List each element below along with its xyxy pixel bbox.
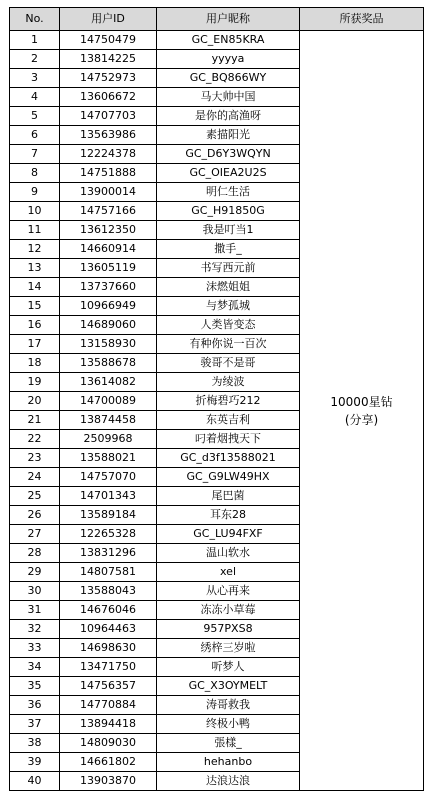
row-nickname: 东英吉利: [157, 411, 300, 430]
row-nickname: 从心再来: [157, 582, 300, 601]
row-nickname: 素描阳光: [157, 126, 300, 145]
row-user-id: 14698630: [60, 639, 157, 658]
row-nickname: 温山软水: [157, 544, 300, 563]
row-nickname: 明仁生活: [157, 183, 300, 202]
row-no: 40: [10, 772, 60, 791]
row-nickname: GC_EN85KRA: [157, 31, 300, 50]
row-user-id: 13614082: [60, 373, 157, 392]
row-no: 16: [10, 316, 60, 335]
row-nickname: 与梦孤城: [157, 297, 300, 316]
row-nickname: 沫燃姐姐: [157, 278, 300, 297]
row-user-id: 13831296: [60, 544, 157, 563]
row-user-id: 14757070: [60, 468, 157, 487]
row-nickname: 張樣_: [157, 734, 300, 753]
row-no: 23: [10, 449, 60, 468]
row-nickname: GC_BQ866WY: [157, 69, 300, 88]
row-no: 9: [10, 183, 60, 202]
table-row: [10, 31, 424, 50]
row-user-id: 14752973: [60, 69, 157, 88]
row-nickname: GC_OIEA2U2S: [157, 164, 300, 183]
row-nickname: yyyya: [157, 50, 300, 69]
row-no: 4: [10, 88, 60, 107]
row-no: 5: [10, 107, 60, 126]
row-no: 33: [10, 639, 60, 658]
row-no: 36: [10, 696, 60, 715]
row-no: 34: [10, 658, 60, 677]
row-user-id: 14807581: [60, 563, 157, 582]
row-nickname: 折梅碧巧212: [157, 392, 300, 411]
row-no: 22: [10, 430, 60, 449]
row-nickname: GC_H91850G: [157, 202, 300, 221]
row-no: 17: [10, 335, 60, 354]
row-no: 24: [10, 468, 60, 487]
row-no: 3: [10, 69, 60, 88]
row-user-id: 13588678: [60, 354, 157, 373]
row-nickname: 叼着烟拽天下: [157, 430, 300, 449]
row-no: 10: [10, 202, 60, 221]
row-nickname: 马大帅中国: [157, 88, 300, 107]
row-no: 13: [10, 259, 60, 278]
row-user-id: 14750479: [60, 31, 157, 50]
row-user-id: 13158930: [60, 335, 157, 354]
row-user-id: 14757166: [60, 202, 157, 221]
row-nickname: hehanbo: [157, 753, 300, 772]
row-nickname: GC_d3f13588021: [157, 449, 300, 468]
row-user-id: 13900014: [60, 183, 157, 202]
row-no: 2: [10, 50, 60, 69]
row-user-id: 14660914: [60, 240, 157, 259]
row-no: 7: [10, 145, 60, 164]
row-user-id: 14707703: [60, 107, 157, 126]
row-nickname: 尾巴菌: [157, 487, 300, 506]
row-nickname: 为绫波: [157, 373, 300, 392]
row-no: 35: [10, 677, 60, 696]
row-nickname: 957PXS8: [157, 620, 300, 639]
row-no: 14: [10, 278, 60, 297]
row-user-id: 14701343: [60, 487, 157, 506]
row-nickname: 骏哥不是哥: [157, 354, 300, 373]
prize-amount: 10000星钻: [330, 394, 393, 409]
row-no: 31: [10, 601, 60, 620]
row-nickname: GC_X3OYMELT: [157, 677, 300, 696]
row-user-id: 12265328: [60, 525, 157, 544]
row-user-id: 13874458: [60, 411, 157, 430]
row-no: 37: [10, 715, 60, 734]
row-user-id: 14770884: [60, 696, 157, 715]
row-nickname: 冻冻小草莓: [157, 601, 300, 620]
row-no: 6: [10, 126, 60, 145]
row-nickname: 人类皆变态: [157, 316, 300, 335]
header-prize: 所获奖品: [300, 8, 424, 31]
row-nickname: GC_LU94FXF: [157, 525, 300, 544]
row-user-id: 14689060: [60, 316, 157, 335]
row-user-id: 13814225: [60, 50, 157, 69]
table-body: [10, 31, 424, 791]
row-user-id: 13737660: [60, 278, 157, 297]
row-user-id: 14751888: [60, 164, 157, 183]
row-nickname: 我是叮当1: [157, 221, 300, 240]
row-user-id: 13606672: [60, 88, 157, 107]
row-user-id: 14809030: [60, 734, 157, 753]
row-user-id: 2509968: [60, 430, 157, 449]
row-user-id: 10966949: [60, 297, 157, 316]
row-user-id: 13903870: [60, 772, 157, 791]
row-no: 15: [10, 297, 60, 316]
row-nickname: 书写西元前: [157, 259, 300, 278]
row-no: 29: [10, 563, 60, 582]
row-nickname: 听梦人: [157, 658, 300, 677]
row-user-id: 14676046: [60, 601, 157, 620]
row-no: 26: [10, 506, 60, 525]
row-no: 12: [10, 240, 60, 259]
row-nickname: 终极小鸭: [157, 715, 300, 734]
row-nickname: 是你的高渔呀: [157, 107, 300, 126]
row-nickname: 耳东28: [157, 506, 300, 525]
row-user-id: 13612350: [60, 221, 157, 240]
row-nickname: GC_G9LW49HX: [157, 468, 300, 487]
row-user-id: 13471750: [60, 658, 157, 677]
row-user-id: 13563986: [60, 126, 157, 145]
prize-cell: [300, 31, 424, 791]
row-no: 1: [10, 31, 60, 50]
header-no: No.: [10, 8, 60, 31]
row-nickname: 达浪达浪: [157, 772, 300, 791]
header-user-id: 用户ID: [60, 8, 157, 31]
row-user-id: 14661802: [60, 753, 157, 772]
row-user-id: 13605119: [60, 259, 157, 278]
row-user-id: 14700089: [60, 392, 157, 411]
row-no: 19: [10, 373, 60, 392]
row-no: 20: [10, 392, 60, 411]
table-header: [10, 8, 424, 31]
winners-table: [9, 7, 424, 791]
row-no: 25: [10, 487, 60, 506]
row-nickname: 有种你说一百次: [157, 335, 300, 354]
row-no: 32: [10, 620, 60, 639]
row-nickname: 涛哥救我: [157, 696, 300, 715]
header-nickname: 用户昵称: [157, 8, 300, 31]
row-user-id: 10964463: [60, 620, 157, 639]
row-user-id: 13589184: [60, 506, 157, 525]
row-user-id: 13588043: [60, 582, 157, 601]
row-nickname: GC_D6Y3WQYN: [157, 145, 300, 164]
row-no: 8: [10, 164, 60, 183]
row-no: 30: [10, 582, 60, 601]
row-user-id: 13588021: [60, 449, 157, 468]
row-no: 27: [10, 525, 60, 544]
row-no: 38: [10, 734, 60, 753]
row-no: 21: [10, 411, 60, 430]
row-user-id: 12224378: [60, 145, 157, 164]
header-row: [10, 8, 424, 31]
row-no: 28: [10, 544, 60, 563]
row-user-id: 14756357: [60, 677, 157, 696]
row-no: 11: [10, 221, 60, 240]
prize-note: (分享): [344, 412, 379, 427]
row-nickname: xel: [157, 563, 300, 582]
row-no: 18: [10, 354, 60, 373]
row-nickname: 撒手_: [157, 240, 300, 259]
row-user-id: 13894418: [60, 715, 157, 734]
row-nickname: 绣梓三岁啦: [157, 639, 300, 658]
row-no: 39: [10, 753, 60, 772]
